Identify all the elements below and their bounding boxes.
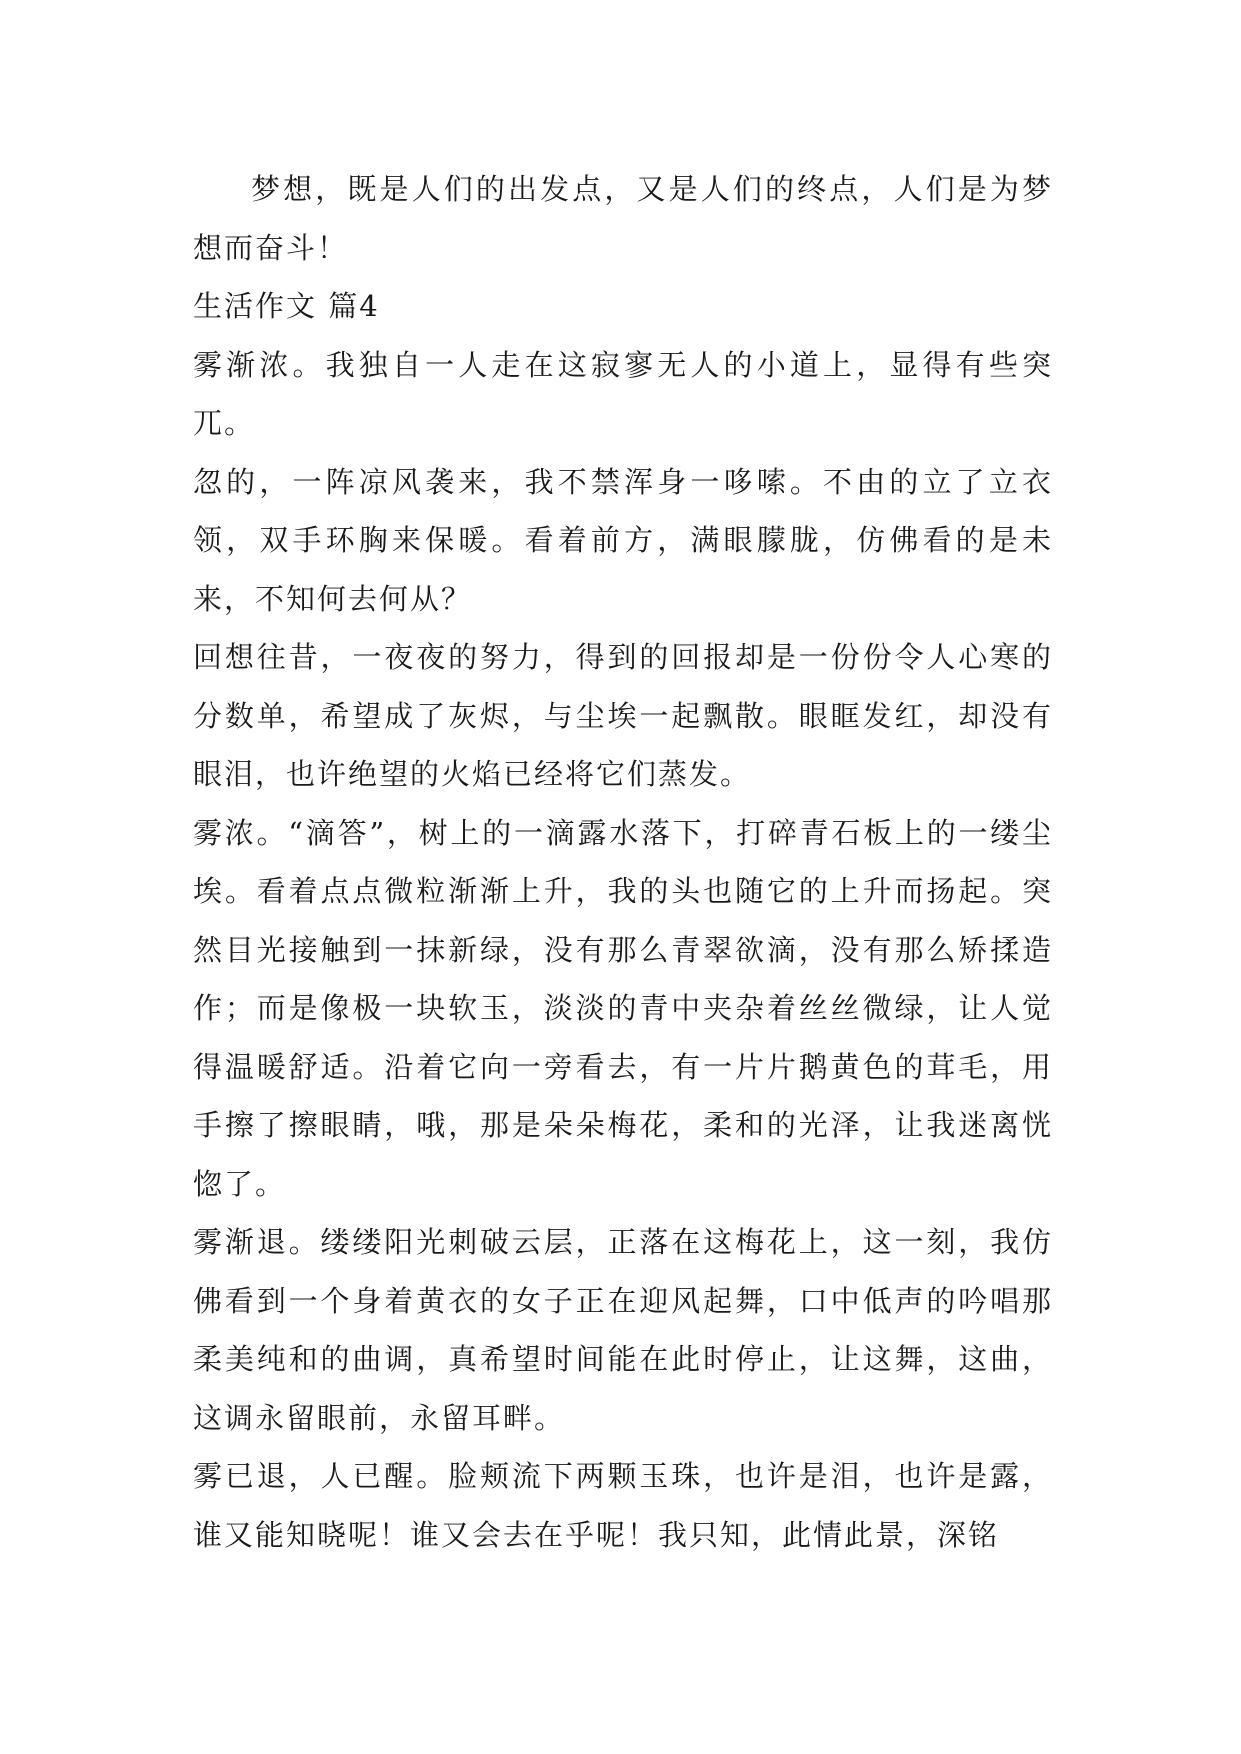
paragraph-1: 雾渐浓。我独自一人走在这寂寥无人的小道上，显得有些突兀。 <box>193 347 1053 440</box>
paragraph-6: 雾已退，人已醒。脸颊流下两颗玉珠，也许是泪，也许是露，谁又能知晓呢！谁又会去在乎呢！我只知，此情此景，深铭 <box>193 1459 1053 1552</box>
document-body <box>193 160 1053 1564</box>
paragraph-3: 回想往昔，一夜夜的努力，得到的回报却是一份份令人心寒的分数单，希望成了灰烬，与尘埃一起飘散。眼眶发红，却没有眼泪，也许绝望的火焰已经将它们蒸发。 <box>193 640 1053 791</box>
paragraph-5: 雾渐退。缕缕阳光刺破云层，正落在这梅花上，这一刻，我仿佛看到一个身着黄衣的女子正在迎风起舞，口中低声的吟唱那柔美纯和的曲调，真希望时间能在此时停止，让这舞，这曲，这调永留眼前，永留耳畔。 <box>193 1225 1053 1435</box>
intro-paragraph: 梦想，既是人们的出发点，又是人们的终点，人们是为梦想而奋斗！ <box>193 172 1053 265</box>
section-heading: 生活作文 篇4 <box>193 289 380 323</box>
paragraph-2: 忽的，一阵凉风袭来，我不禁浑身一哆嗦。不由的立了立衣领，双手环胸来保暖。看着前方，满眼朦胧，仿佛看的是未来，不知何去何从？ <box>193 464 1053 616</box>
paragraph-4: 雾浓。“滴答”，树上的一滴露水落下，打碎青石板上的一缕尘埃。看着点点微粒渐渐上升，我的头也随它的上升而扬起。突然目光接触到一抹新绿，没有那么青翠欲滴，没有那么矫揉造作；而是像极一块软玉，淡淡的青中夹杂着丝丝微绿，让人觉得温暖舒适。沿着它向一旁看去，有一片片鹅黄色的茸毛，用手擦了擦眼睛，哦，那是朵朵梅花，柔和的光泽，让我迷离恍惚了。 <box>193 815 1053 1201</box>
